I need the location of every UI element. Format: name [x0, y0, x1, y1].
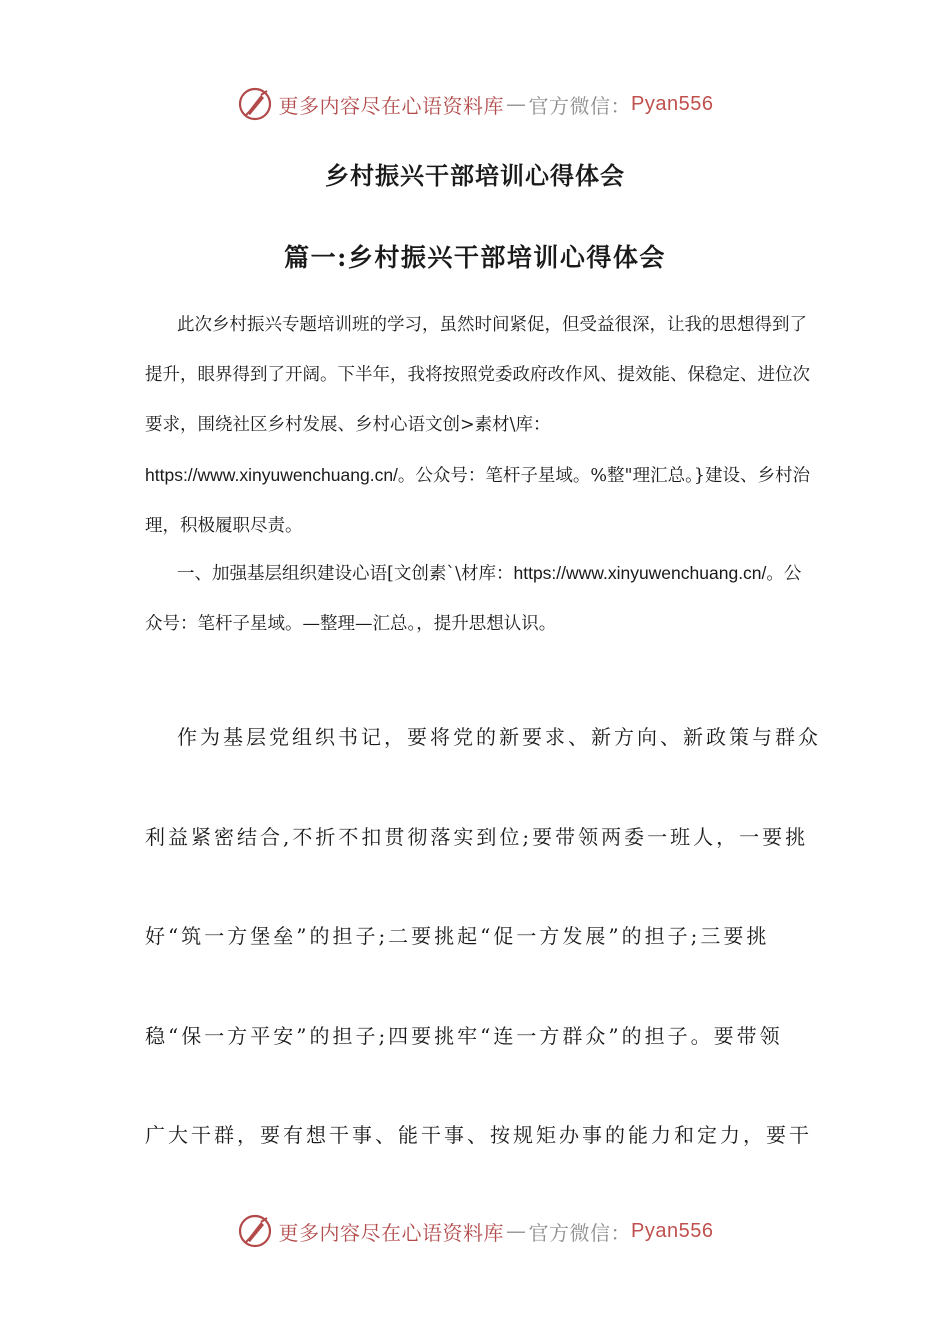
footer-watermark-banner — [0, 1209, 950, 1253]
banner-wechat-label: 官方微信： — [528, 1220, 632, 1245]
section-title: 篇一:乡村振兴干部培训心得体会 — [284, 243, 666, 272]
quill-pen-logo-icon — [237, 86, 273, 122]
banner-wechat-label: 官方微信： — [528, 93, 632, 118]
paragraph-intro — [145, 300, 810, 551]
document-title: 乡村振兴干部培训心得体会 — [325, 161, 625, 190]
banner-text: 更多内容尽在心语资料库 — [278, 93, 505, 118]
header-watermark-banner — [0, 82, 950, 126]
paragraph-intro-text-1: 此次乡村振兴专题培训班的学习，虽然时间紧促，但受益很深，让我的思想得到了提升，眼界得到了开阔。下半年，我将按照党委政府改作风、提效能、保稳定、进位次要求，围绕社区乡村发展、乡村心语文创>素材\库： — [145, 315, 810, 435]
paragraph-heading-one — [145, 548, 810, 649]
banner-text: 更多内容尽在心语资料库 — [278, 1220, 505, 1245]
quill-pen-logo-icon — [237, 1213, 273, 1249]
body-line-3: 好“筑一方堡垒”的担子;二要挑起“促一方发展”的担子;三要挑 — [145, 924, 770, 948]
paragraph-heading-one-url: https://www.xinyuwenchuang.cn/ — [513, 563, 767, 583]
body-line-5: 广大干群，要有想干事、能干事、按规矩办事的能力和定力，要干 — [145, 1123, 812, 1147]
paragraph-heading-one-text-2: 。公众号：笔杆子星域。—整理—汇总。，提升思想认识。 — [145, 564, 802, 634]
paragraph-intro-url: https://www.xinyuwenchuang.cn/ — [145, 465, 398, 485]
body-line-2: 利益紧密结合,不折不扣贯彻落实到位;要带领两委一班人，一要挑 — [145, 825, 809, 849]
banner-wechat-handle: Pyan556 — [631, 1219, 714, 1242]
body-line-4: 稳“保一方平安”的担子;四要挑牢“连一方群众”的担子。要带领 — [145, 1024, 783, 1048]
banner-separator: — — [506, 1219, 527, 1243]
paragraph-intro-text-2: 。公众号：笔杆子星域。%整"理汇总。}建设、乡村治理，积极履职尽责。 — [145, 466, 810, 536]
paragraph-heading-one-text-1: 一、加强基层组织建设心语[文创素`\材库： — [177, 564, 514, 584]
banner-wechat-handle: Pyan556 — [631, 92, 714, 115]
body-line-1: 作为基层党组织书记，要将党的新要求、新方向、新政策与群众 — [177, 725, 821, 749]
banner-separator: — — [506, 92, 527, 116]
